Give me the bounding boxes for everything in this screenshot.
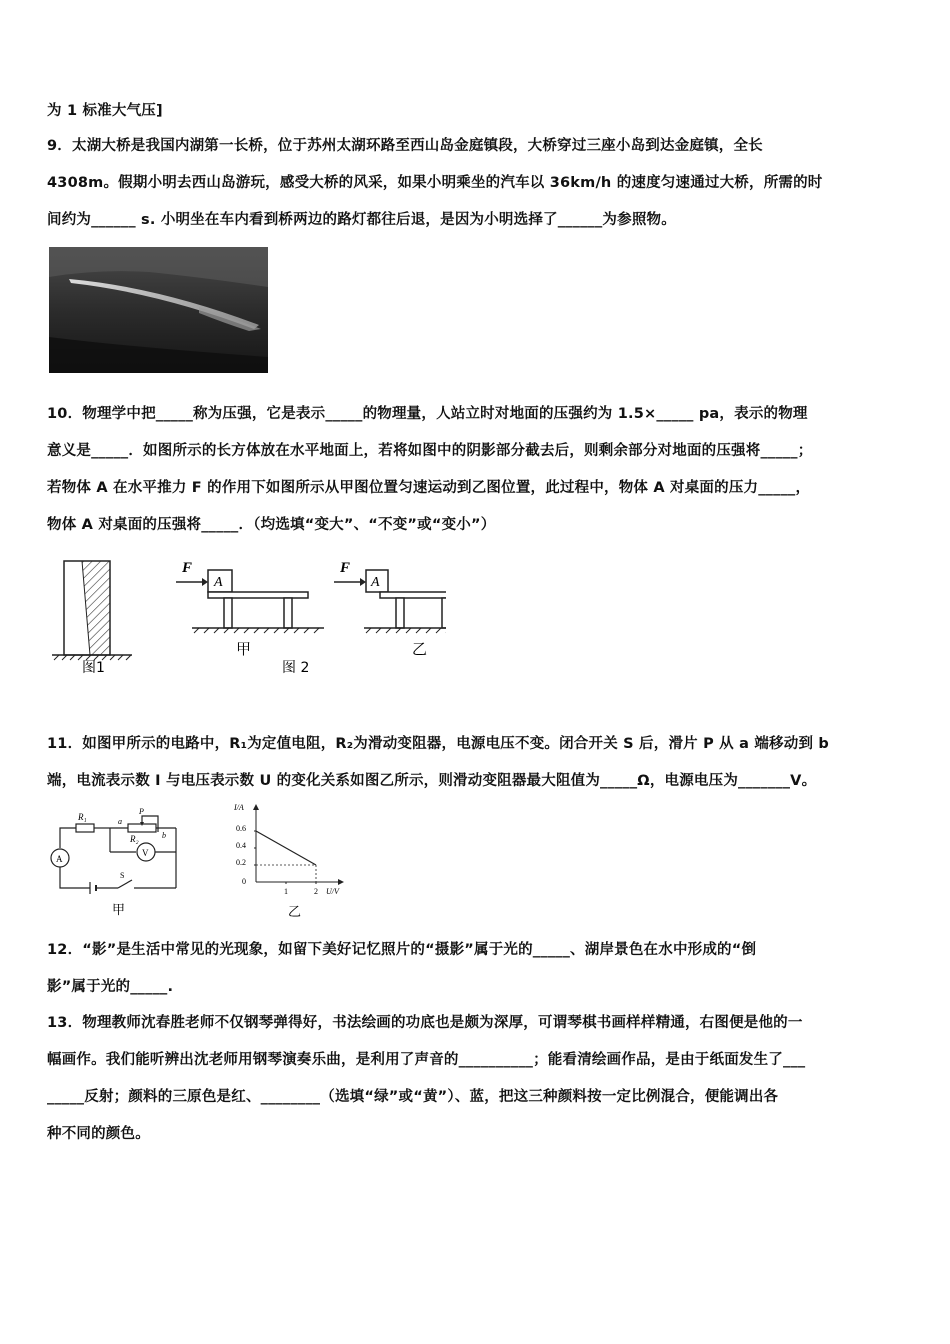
switch-label: S bbox=[120, 871, 125, 880]
q10-line-2: 意义是_____．如图所示的长方体放在水平地面上，若将如图中的阴影部分截去后，则剩余部分对地面的压强将_____； bbox=[47, 443, 813, 459]
box-figure bbox=[52, 561, 132, 660]
fig2-label: 图 2 bbox=[282, 660, 310, 676]
q11-line-2: 端，电流表示数 I 与电压表示数 U 的变化关系如图乙所示，则滑动变阻器最大阻值为_____Ω，电源电压为_______V。 bbox=[47, 773, 817, 789]
q12-line-2: 影”属于光的_____. bbox=[47, 979, 174, 995]
y-tick-0.2: 0.2 bbox=[236, 858, 246, 867]
block-label-yi: A bbox=[371, 575, 380, 590]
y-axis-label: I/A bbox=[234, 803, 244, 812]
q10-line-4: 物体 A 对桌面的压强将_____．（均选填“变大”、“不变”或“变小”） bbox=[47, 517, 496, 533]
ammeter-label: A bbox=[56, 854, 63, 864]
circuit-diagram bbox=[40, 808, 190, 920]
q9-line-2: 4308m。假期小明去西山岛游玩，感受大桥的风采，如果小明乘坐的汽车以 36km/h 的速度匀速通过大桥，所需的时 bbox=[47, 175, 823, 191]
q9-line-1: 9．太湖大桥是我国内湖第一长桥，位于苏州太湖环路至西山岛金庭镇段，大桥穿过三座小岛到达金庭镇，全长 bbox=[47, 138, 763, 154]
q10-figure bbox=[46, 556, 446, 686]
q13-line-1: 13．物理教师沈春胜老师不仅钢琴弹得好，书法绘画的功底也是颇为深厚，可谓琴棋书画样样精通，右图便是他的一 bbox=[47, 1015, 803, 1031]
voltmeter-label: V bbox=[142, 848, 149, 858]
series-line bbox=[256, 831, 316, 865]
jia-label: 甲 bbox=[236, 640, 252, 658]
block-label-jia: A bbox=[214, 575, 223, 590]
chart-yi-label: 乙 bbox=[288, 905, 302, 920]
q12-line-1: 12．“影”是生活中常见的光现象，如留下美好记忆照片的“摄影”属于光的_____、湖岸景色在水中形成的“倒 bbox=[47, 942, 757, 958]
b-label: b bbox=[162, 831, 166, 840]
x-axis-label: U/V bbox=[326, 887, 339, 896]
y-tick-0: 0 bbox=[242, 877, 246, 886]
y-tick-0.6: 0.6 bbox=[236, 824, 246, 833]
table-jia bbox=[176, 560, 324, 658]
x-tick-1: 1 bbox=[284, 887, 288, 896]
yi-label: 乙 bbox=[412, 640, 428, 658]
force-label-yi: F bbox=[340, 560, 351, 576]
q13-line-2: 幅画作。我们能听辨出沈老师用钢琴演奏乐曲，是利用了声音的__________；能看清绘画作品，是由于纸面发生了___ bbox=[47, 1052, 806, 1068]
q10-line-1: 10．物理学中把_____称为压强，它是表示_____的物理量，人站立时对地面的压强约为 1.5×_____ pa，表示的物理 bbox=[47, 406, 808, 422]
table-yi bbox=[334, 560, 446, 658]
q9-line-3: 间约为______ s. 小明坐在车内看到桥两边的路灯都往后退，是因为小明选择了______为参照物。 bbox=[47, 212, 676, 228]
circuit-jia-label: 甲 bbox=[112, 903, 126, 918]
q13-line-3: _____反射；颜料的三原色是红、________（选填“绿”或“黄”）、蓝，把这三种颜料按一定比例混合，便能调出各 bbox=[47, 1089, 779, 1105]
a-label: a bbox=[118, 817, 122, 826]
q10-line-3: 若物体 A 在水平推力 F 的作用下如图所示从甲图位置匀速运动到乙图位置，此过程中，物体 A 对桌面的压力_____， bbox=[47, 480, 811, 496]
force-label-jia: F bbox=[182, 560, 193, 576]
r2-label: R₂ bbox=[130, 834, 139, 844]
q13-line-4: 种不同的颜色。 bbox=[47, 1126, 150, 1142]
y-tick-0.4: 0.4 bbox=[236, 841, 246, 850]
x-tick-2: 2 bbox=[314, 887, 318, 896]
bridge-photo bbox=[49, 247, 268, 373]
r1-label: R₁ bbox=[78, 812, 87, 822]
fig1-label: 图1 bbox=[82, 660, 105, 676]
p-label: P bbox=[139, 808, 144, 816]
iu-chart bbox=[228, 802, 348, 920]
text-line-1: 为 1 标准大气压] bbox=[47, 103, 163, 119]
q11-line-1: 11．如图甲所示的电路中，R₁为定值电阻，R₂为滑动变阻器，电源电压不变。闭合开关 S 后，滑片 P 从 a 端移动到 b bbox=[47, 736, 829, 752]
